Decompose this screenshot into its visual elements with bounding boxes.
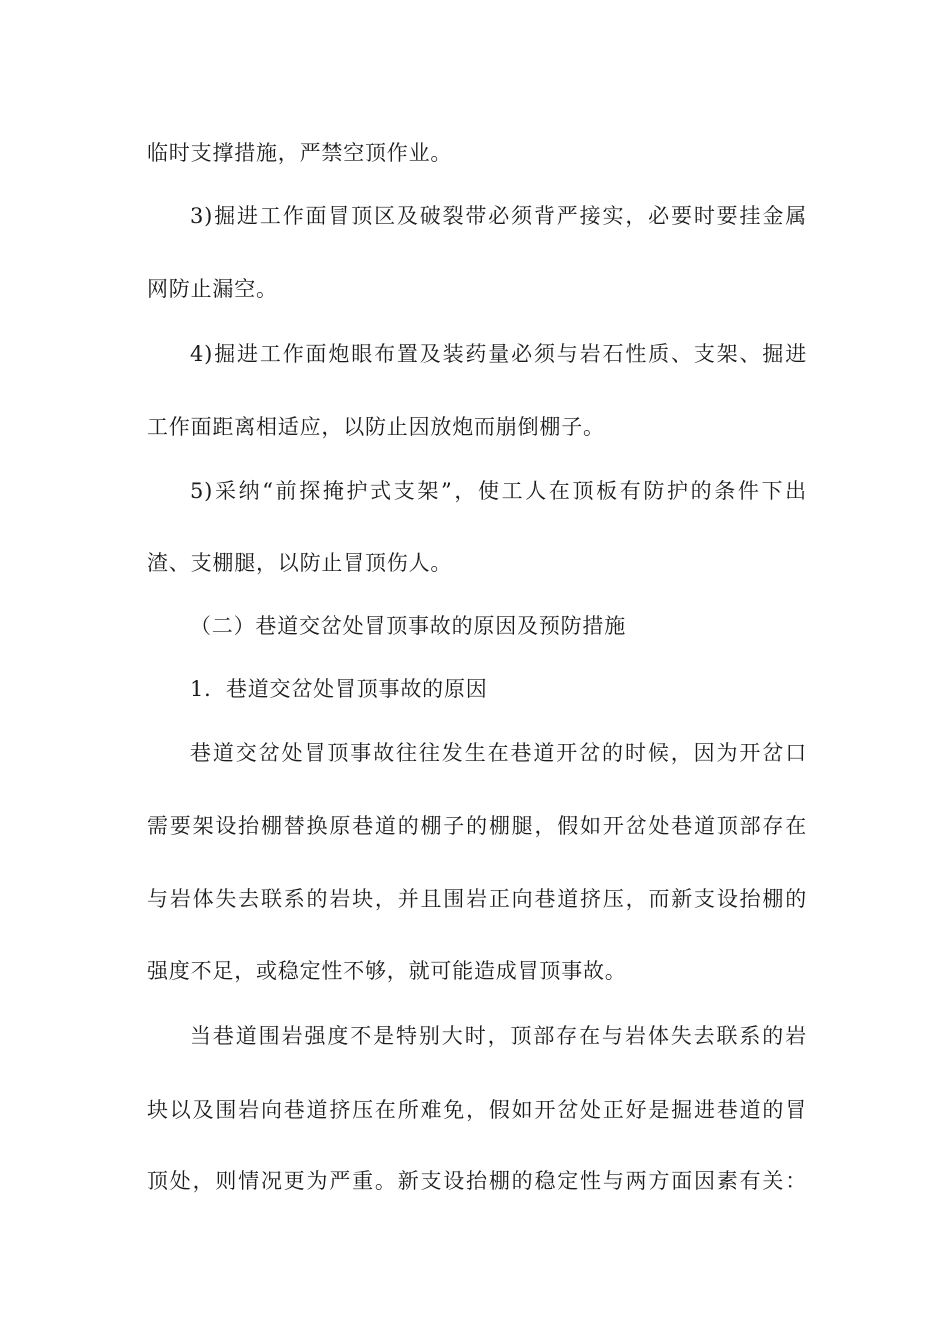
text-line-1: 临时支撑措施，严禁空顶作业。	[147, 141, 453, 165]
text-line-7: 渣、支棚腿，以防止冒顶伤人。	[147, 551, 453, 575]
text-line-15: 块以及围岩向巷道挤压在所难免，假如开岔处正好是掘进巷道的冒	[147, 1098, 807, 1122]
text-line-14: 当巷道围岩强度不是特别大时，顶部存在与岩体失去联系的岩	[190, 1024, 807, 1048]
subsection-heading: 1．巷道交岔处冒顶事故的原因	[190, 677, 488, 701]
text-line-10: 巷道交岔处冒顶事故往往发生在巷道开岔的时候，因为开岔口	[190, 741, 807, 765]
text-line-4: 4)掘进工作面炮眼布置及装药量必须与岩石性质、支架、掘进	[190, 342, 807, 366]
text-line-2: 3)掘进工作面冒顶区及破裂带必须背严接实，必要时要挂金属	[190, 204, 807, 228]
section-heading: （二）巷道交岔处冒顶事故的原因及预防措施	[190, 614, 626, 638]
text-line-16: 顶处，则情况更为严重。新支设抬棚的稳定性与两方面因素有关：	[147, 1169, 807, 1193]
text-line-6: 5)采纳“前探掩护式支架”，使工人在顶板有防护的条件下出	[190, 479, 807, 503]
text-line-3: 网防止漏空。	[147, 277, 278, 301]
text-line-12: 与岩体失去联系的岩块，并且围岩正向巷道挤压，而新支设抬棚的	[147, 887, 807, 911]
text-line-5: 工作面距离相适应，以防止因放炮而崩倒棚子。	[147, 415, 605, 439]
text-line-13: 强度不足，或稳定性不够，就可能造成冒顶事故。	[147, 959, 627, 983]
text-line-11: 需要架设抬棚替换原巷道的棚子的棚腿，假如开岔处巷道顶部存在	[147, 814, 807, 838]
